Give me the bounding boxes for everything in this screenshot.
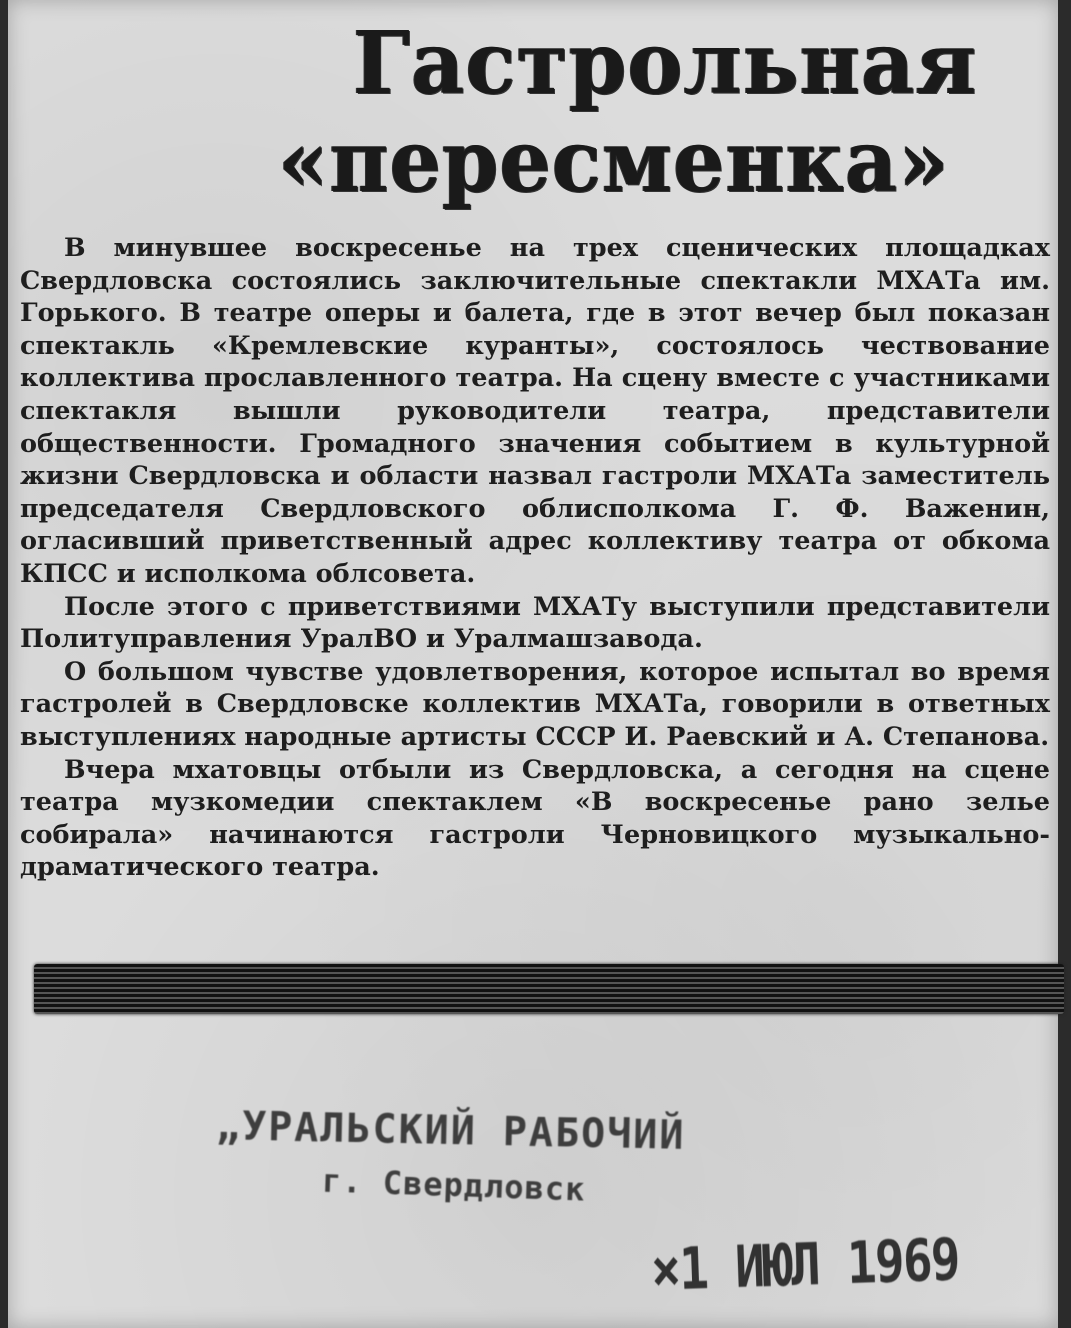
article-paragraph-4: Вчера мхатовцы отбыли из Свердловска, а сегодня на сцене театра музкомедии спектаклем «В воскресенье рано зелье собирала» начинаются гастроли Черновицкого музыкально-драматического театра. <box>20 754 1050 883</box>
newspaper-clipping <box>8 0 1058 1328</box>
headline-line-1: Гастрольная <box>353 13 978 114</box>
headline-line-2: «пересменка» <box>278 111 950 212</box>
article-body <box>20 232 1050 884</box>
city-stamp: г. Свердловск <box>321 1161 587 1209</box>
article-paragraph-2: После этого с приветствиями МХАТу выступили представители Политуправления УралВО и Уралмашзавода. <box>20 591 1050 655</box>
article-paragraph-3: О большом чувстве удовлетворения, которое испытал во время гастролей в Свердловске коллектив МХАТа, говорили в ответных выступлениях народные артисты СССР И. Раевский и А. Степанова. <box>20 656 1050 752</box>
separator-rule <box>34 964 1064 1014</box>
newspaper-name-stamp: „УРАЛЬСКИЙ РАБОЧИЙ <box>215 1103 686 1159</box>
date-stamp: ×1 ИЮЛ 1969 <box>650 1225 960 1304</box>
article-paragraph-1: В минувшее воскресенье на трех сценических площадках Свердловска состоялись заключительные спектакли МХАТа им. Горького. В театре оперы и балета, где в этот вечер был показан спектакль «Кремлевские куранты», состоялось чествование коллектива прославленного театра. На сцену вместе с участниками спектакля вышли руководители театра, представители общественности. Громадного значения событием в культурной жизни Свердловска и области назвал гастроли МХАТа заместитель председателя Свердловского облисполкома Г. Ф. Важенин, огласивший приветственный адрес коллективу театра от обкома КПСС и исполкома облсовета. <box>20 233 1050 589</box>
